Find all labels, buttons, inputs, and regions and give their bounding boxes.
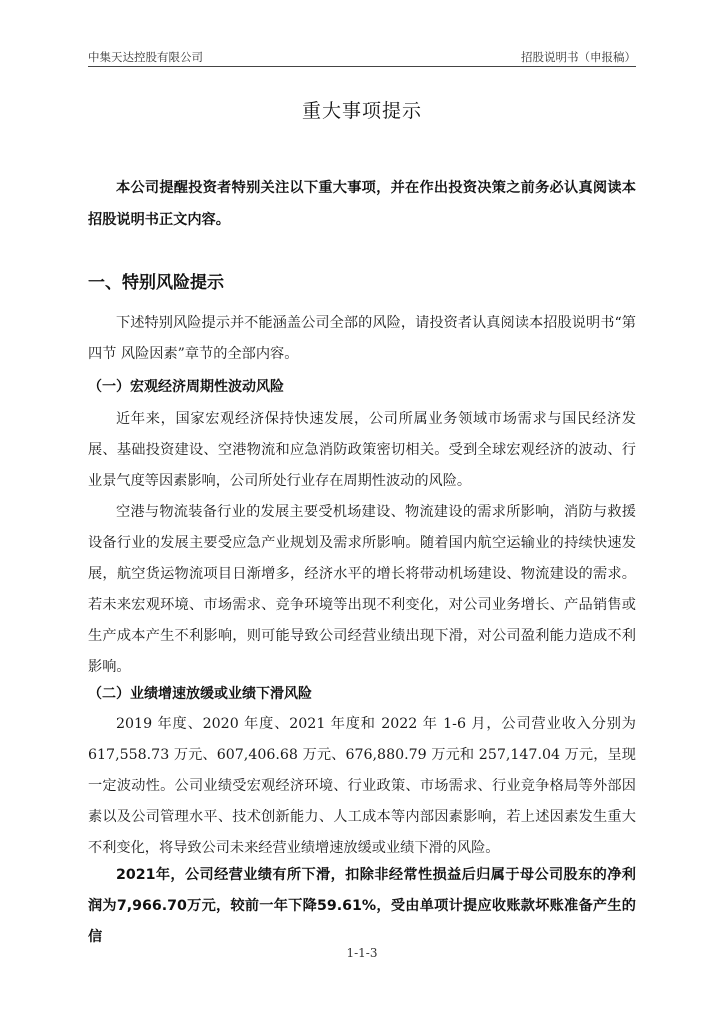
section-heading: 一、特别风险提示: [88, 273, 224, 293]
paragraph: 空港与物流装备行业的发展主要受机场建设、物流建设的需求所影响，消防与救援设备行业的发展主要受应急产业规划及需求所影响。随着国内航空运输业的持续快速发展，航空货运物流项目日渐增多，经济水平的增长将带动机场建设、物流建设的需求。若未来宏观环境、市场需求、竞争环境等出现不利变化，对公司业务增长、产品销售或生产成本产生不利影响，则可能导致公司经营业绩出现下滑，对公司盈利能力造成不利影响。: [88, 504, 636, 675]
header-company: 中集天达控股有限公司: [88, 50, 203, 64]
subsection-heading-2: （二）业绩增速放缓或业绩下滑风险: [88, 686, 312, 702]
page-header: [88, 46, 636, 67]
subsection-heading-1: （一）宏观经济周期性波动风险: [88, 379, 284, 395]
section-intro: 下述特别风险提示并不能涵盖公司全部的风险，请投资者认真阅读本招股说明书“第四节 风险因素”章节的全部内容。: [88, 315, 636, 362]
page-number: 1-1-3: [346, 946, 378, 960]
paragraph: 2019 年度、2020 年度、2021 年度和 2022 年 1-6 月，公司营业收入分别为617,558.73 万元、607,406.68 万元、676,880.79 万元和 257,147.04 万元，呈现一定波动性。公司业绩受宏观经济环境、行业政策、市场需求、行业竞争格局等外部因素以及公司管理水平、技术创新能力、人工成本等内部因素影响，若上述因素发生重大不利变化，将导致公司未来经营业绩增速放缓或业绩下滑的风险。: [88, 716, 636, 856]
header-doc-type: 招股说明书（申报稿）: [521, 50, 636, 64]
bold-paragraph: 2021年，公司经营业绩有所下滑，扣除非经常性损益后归属于母公司股东的净利润为7,966.70万元，较前一年下降59.61%，受由单项计提应收账款坏账准备产生的信: [88, 867, 636, 945]
important-notice: 本公司提醒投资者特别关注以下重大事项，并在作出投资决策之前务必认真阅读本招股说明书正文内容。: [88, 180, 636, 228]
paragraph: 近年来，国家宏观经济保持快速发展，公司所属业务领域市场需求与国民经济发展、基础投资建设、空港物流和应急消防政策密切相关。受到全球宏观经济的波动、行业景气度等因素影响，公司所处行业存在周期性波动的风险。: [88, 411, 636, 489]
page-title: 重大事项提示: [301, 100, 422, 122]
